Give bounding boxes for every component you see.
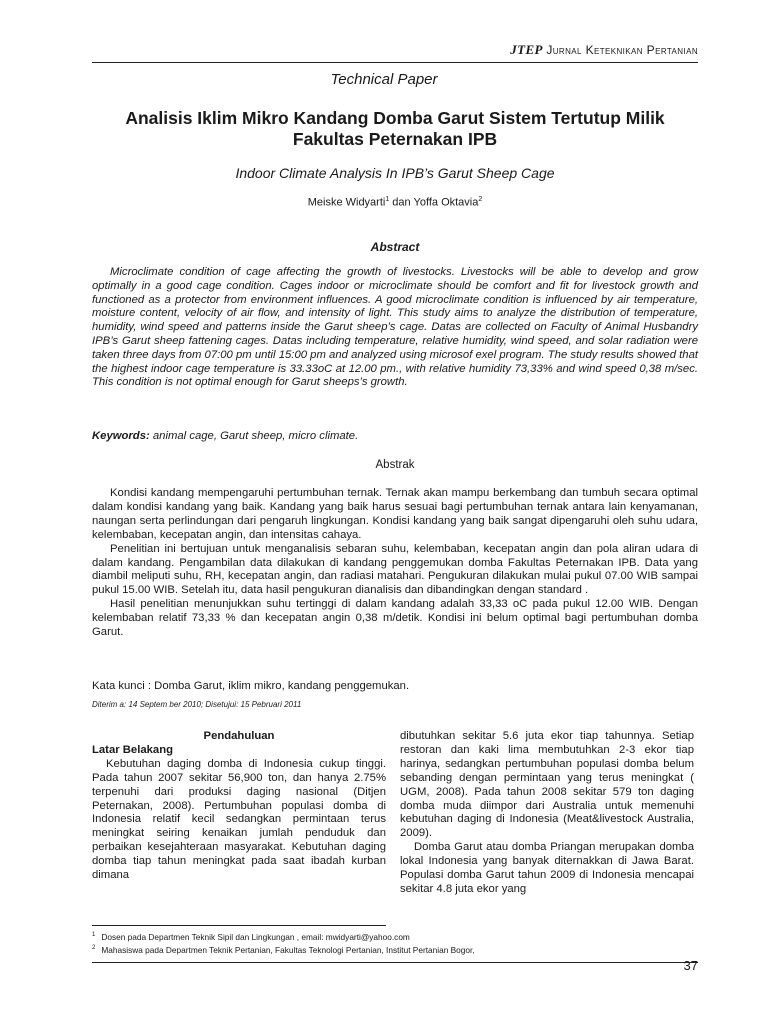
paper-title: Analisis Iklim Mikro Kandang Domba Garut Sistem Tertutup Milik Fakultas Peternakan IPB — [125, 108, 665, 149]
right-column — [400, 730, 694, 897]
section-heading: Pendahuluan — [203, 730, 275, 742]
author-2: Yoffa Oktavia — [413, 196, 479, 209]
author-conj: dan — [389, 196, 414, 209]
journal-title: Jurnal Keteknikan Pertanian — [546, 43, 698, 57]
abstrak-body — [92, 487, 698, 640]
footnote-2-number: 2 — [92, 944, 96, 951]
footnote-1-number: 1 — [92, 932, 96, 938]
paper-subtitle: Indoor Climate Analysis In IPB’s Garut Sheep Cage — [235, 165, 555, 181]
keywords — [92, 430, 698, 442]
section-label: Technical Paper — [330, 71, 438, 88]
footnotes — [92, 930, 698, 956]
abstrak-paragraph: Kondisi kandang mempengaruhi pertumbuhan ternak. Ternak akan mampu berkembang dan tumbuh secara optimal dalam kondisi kandang yang baik. Kandang yang baik harus sesuai bagi pertumbuhan ternak antara lain kenyamanan, naungan serta perlindungan dari pengaruh lingkungan. Kondisi kandang yang baik sangat dipengaruhi oleh suhu udara, kelembaban, kecepatan angin, dan intensitas cahaya. — [92, 487, 698, 541]
kata-kunci: Kata kunci : Domba Garut, iklim mikro, kandang penggemukan. — [92, 680, 410, 692]
author-2-mark: 2 — [478, 196, 483, 203]
keywords-text: animal cage, Garut sheep, micro climate. — [149, 430, 359, 442]
page-number: 37 — [683, 958, 698, 973]
footnote-1-text: Dosen pada Departmen Teknik Sipil dan Lingkungan , email: mwidyarti@yahoo.com — [101, 931, 410, 942]
bottom-rule — [92, 962, 698, 963]
journal-logo: JTEP — [510, 42, 543, 57]
authors — [92, 196, 698, 209]
footnote-1 — [92, 930, 698, 943]
running-header — [92, 42, 698, 63]
body-paragraph: Kebutuhan daging domba di Indonesia cukup tinggi. Pada tahun 2007 sekitar 56,900 ton, dan hanya 2.75% terpenuhi dari produksi daging nasional (Ditjen Peternakan, 2008). Pertumbuhan populasi domba di Indonesia relatif kecil sedangkan permintaan terus meningkat seiring kenaikan jumlah penduduk dan perbaikan kesejahteraan masyarakat. Kebutuhan daging domba tiap tahun meningkat pada saat ibadah kurban dimana — [92, 757, 386, 882]
body-paragraph: dibutuhkan sekitar 5.6 juta ekor tiap tahunnya. Setiap restoran dan kaki lima membutuhkan 2-3 ekor tiap harinya, sedangkan pertumbuhan populasi domba belum sebanding dengan permintaan yang terus meningkat ( UGM, 2008). Pada tahun 2008 sekitar 579 ton daging domba muda diimpor dari Australia untuk memenuhi kebutuhan daging di Indonesia (Meat&livestock Australia, 2009). — [400, 730, 694, 840]
abstract-heading: Abstract — [370, 240, 420, 254]
footnote-2 — [92, 943, 698, 956]
author-1-mark: 1 — [385, 196, 390, 203]
abstrak-heading: Abstrak — [375, 459, 415, 471]
journal-name — [510, 42, 698, 58]
keywords-label: Keywords: — [92, 430, 150, 442]
author-1: Meiske Widyarti — [307, 196, 386, 209]
abstract-body: Microclimate condition of cage affecting the growth of livestocks. Livestocks will be able to develop and grow optimally in a good cage condition. Cages indoor or microclimate should be comfort and fit for livestock growth and functioned as a protector from environment influences. A good microclimate condition is influenced by air temperature, moisture content, velocity of air flow, and intensity of light. This study aims to analyze the distribution of temperature, humidity, wind speed and patterns inside the Garut sheep’s cage. Datas are collected on Faculty of Animal Husbandry IPB’s Garut sheep fattening cages. Datas including temperature, relative humidity, wind speed, and solar radiation were taken three days from 07:00 pm until 15:00 pm and analyzed using microsof exel program. The study results showed that the highest indoor cage temperature is 33.33oC at 12.00 pm., with relative humidity 73,33% and wind speed 0,38 m/sec. This condition is not optimal enough for Garut sheeps’s growth. — [92, 266, 698, 389]
subsection-heading: Latar Belakang — [92, 743, 173, 756]
footnote-rule — [92, 925, 386, 926]
abstrak-paragraph: Hasil penelitian menunjukkan suhu tertinggi di dalam kandang adalah 33,33 oC pada pukul 12.00 WIB. Dengan kelembaban relatif 73,33 % dan kecepatan angin 0,38 m/detik. Kondisi ini belum optimal bagi pertumbuhan domba Garut. — [92, 598, 698, 639]
body-paragraph: Domba Garut atau domba Priangan merupakan domba lokal Indonesia yang banyak diternakkan di Jawa Barat. Populasi domba Garut tahun 2009 di Indonesia mencapai sekitar 4.8 juta ekor yang — [400, 841, 694, 895]
abstrak-paragraph: Penelitian ini bertujuan untuk menganalisis sebaran suhu, kelembaban, kecepatan angin dan pola aliran udara di dalam kandang. Pengambilan data dilakukan di kandang penggemukan domba Fakultas Peternakan IPB. Data yang diambil meliputi suhu, RH, kecepatan angin, dan radiasi matahari. Pengukuran dilakukan mulai pukul 07.00 WIB sampai pukul 15.00 WIB. Setelah itu, data hasil pengukuran dianalisis dan dibandingkan dengan standard . — [92, 542, 698, 597]
left-column — [92, 730, 386, 883]
received-dates: Diterim a: 14 Septem ber 2010; Disetujui: 15 Pebruari 2011 — [92, 700, 302, 709]
footnote-2-text: Mahasiswa pada Departmen Teknik Pertanian, Fakultas Teknologi Pertanian, Institut Pertanian Bogor, — [101, 944, 475, 955]
